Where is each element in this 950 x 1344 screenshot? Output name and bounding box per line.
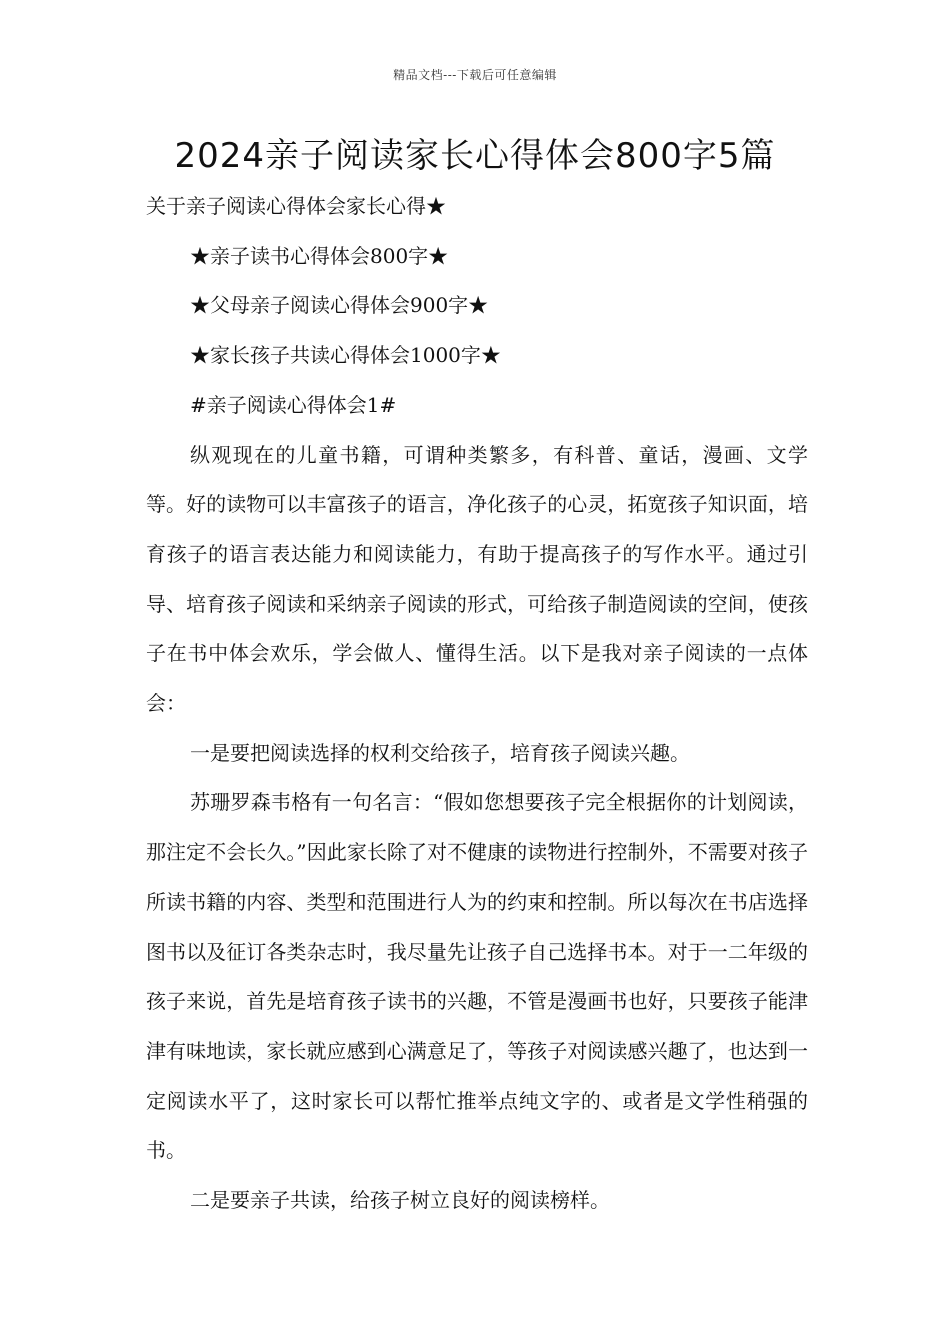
paragraph: 二是要亲子共读，给孩子树立良好的阅读榜样。 xyxy=(190,1188,610,1213)
document-title: 2024亲子阅读家长心得体会800字5篇 xyxy=(174,136,776,176)
paragraph: 一是要把阅读选择的权利交给孩子，培育孩子阅读兴趣。 xyxy=(190,740,690,765)
document-body xyxy=(146,182,808,1226)
link-item[interactable]: ★父母亲子阅读心得体会900字★ xyxy=(190,293,489,318)
section-heading: #亲子阅读心得体会1# xyxy=(190,392,397,417)
intro-line: 关于亲子阅读心得体会家长心得★ xyxy=(146,194,446,218)
paragraph: 苏珊罗森韦格有一句名言：“假如您想要孩子完全根据你的计划阅读，那注定不会长久。”因此家长除了对不健康的读物进行控制外，不需要对孩子所读书籍的内容、类型和范围进行人为的约束和控制。所以每次在书店选择图书以及征订各类杂志时，我尽量先让孩子自己选择书本。对于一二年级的孩子来说，首先是培育孩子读书的兴趣，不管是漫画书也好，只要孩子能津津有味地读，家长就应感到心满意足了，等孩子对阅读感兴趣了，也达到一定阅读水平了，这时家长可以帮忙推举点纯文字的、或者是文学性稍强的书。 xyxy=(146,790,808,1163)
link-item[interactable]: ★亲子读书心得体会800字★ xyxy=(190,243,449,268)
paragraph: 纵观现在的儿童书籍，可谓种类繁多，有科普、童话，漫画、文学等。好的读物可以丰富孩子的语言，净化孩子的心灵，拓宽孩子知识面，培育孩子的语言表达能力和阅读能力，有助于提高孩子的写作水平。通过引导、培育孩子阅读和采纳亲子阅读的形式，可给孩子制造阅读的空间，使孩子在书中体会欢乐，学会做人、懂得生活。以下是我对亲子阅读的一点体会： xyxy=(146,442,808,716)
link-item[interactable]: ★家长孩子共读心得体会1000字★ xyxy=(190,343,501,368)
header-note: 精品文档---下载后可任意编辑 xyxy=(393,68,557,82)
